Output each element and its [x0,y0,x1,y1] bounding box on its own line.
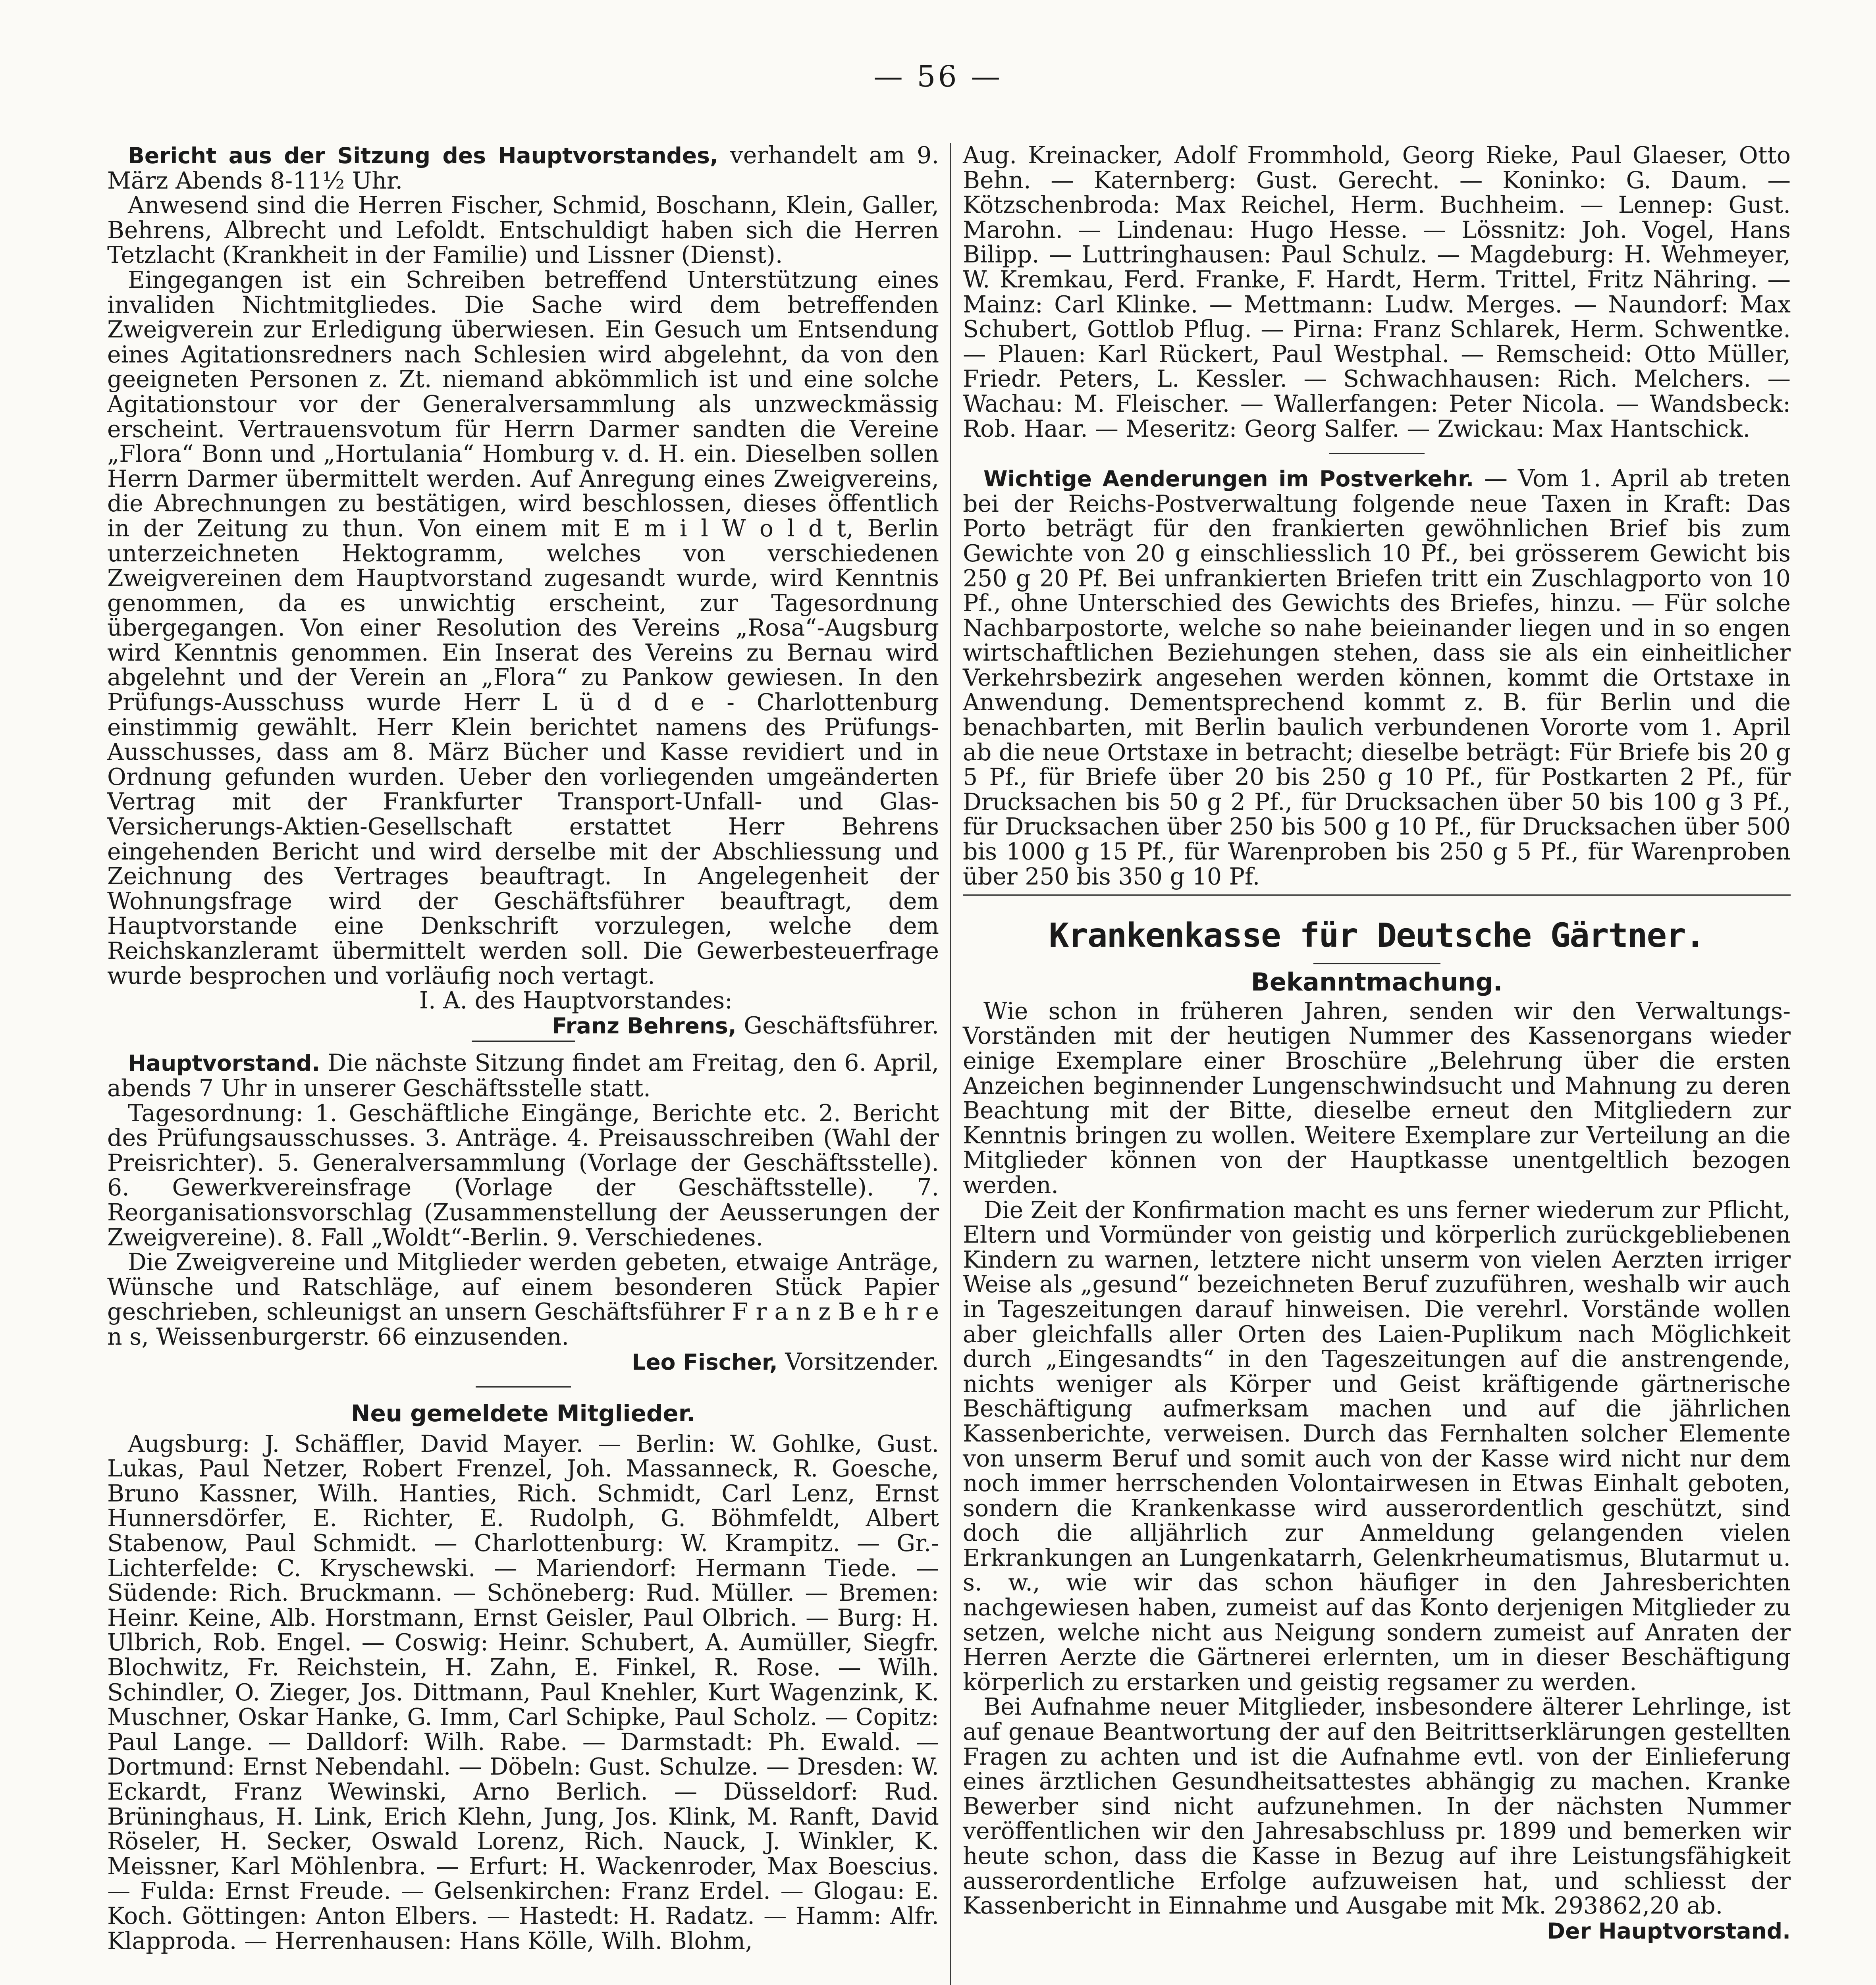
hauptvorstand-signer-name: Leo Fischer, [632,1349,778,1375]
bericht-paragraph-2: Anwesend sind die Herren Fischer, Schmid, Boschann, Klein, Galler, Behrens, Albrecht und Lefoldt. Entschuldigt haben sich die Herren Tetzlacht (Krankheit in der Familie) und Lissner (Dienst). [107,192,939,269]
bericht-signature-line-2 [107,1013,939,1039]
bericht-paragraph-3: Eingegangen ist ein Schreiben betreffend Unterstützung eines invaliden Nichtmitgliedes. Die Sache wird dem betreffenden Zweigverein zur Erledigung überwiesen. Ein Gesuch um Entsendung eines Agitationsredners nach Schlesien wird abgelehnt, da von den geeigneten Personen z. Zt. niemand abkömmlich ist und eine solche Agitationstour vor der Generalversammlung als unzweckmässig erscheint. Vertrauensvotum für Herrn Darmer sandten die Vereine „Flora“ Bonn und „Hortulania“ Homburg v. d. H. ein. Dieselben sollen Herrn Darmer übermittelt werden. Auf Anregung eines Zweigvereins, die Abrechnungen zu bestätigen, wird beschlossen, dieses öffentlich in der Zeitung zu thun. Von einem mit E m i l W o l d t, Berlin unterzeichneten Hektogramm, welches von verschiedenen Zweigvereinen dem Hauptvorstand zugesandt wurde, wird Kenntnis genommen, da es unwichtig erscheint, zur Tagesordnung übergegangen. Von einer Resolution des Vereins „Rosa“-Augsburg wird Kenntnis genommen. Ein Inserat des Vereins zu Bernau wird abgelehnt und der Verein an „Flora“ zu Pankow gewiesen. In den Prüfungs-Ausschuss wurde Herr L ü d d e - Charlottenburg einstimmig gewählt. Herr Klein berichtet namens des Prüfungs-Ausschusses, dass am 8. März Bücher und Kasse revidiert und in Ordnung gefunden wurden. Ueber den vorliegenden umgeänderten Vertrag mit der Frankfurter Transport-Unfall- und Glas-Versicherungs-Aktien-Gesellschaft erstattet Herr Behrens eingehenden Bericht und wird derselbe mit der Abschliessung und Zeichnung des Vertrages beauftragt. In Angelegenheit der Wohnungsfrage wird der Geschäftsführer beauftragt, dem Hauptvorstande eine Denkschrift vorzulegen, welche dem Reichskanzleramt übermittelt werden soll. Die Gewerbesteuerfrage wurde besprochen und vorläufig noch vertagt. [107,266,939,989]
hauptvorstand-heading: Hauptvorstand. [128,1050,320,1076]
section-divider [963,894,1791,896]
page-number: — 56 — [873,60,1003,94]
hauptvorstand-signer-role: Vorsitzender. [785,1348,939,1375]
neu-mitglieder-heading: Neu gemeldete Mitglieder. [351,1400,696,1427]
postverkehr-text: — Vom 1. April ab treten bei der Reichs-Postverwaltung folgende neue Taxen in Kraft: Das Porto beträgt für den frankierten gewöhnlichen Brief bis zum Gewichte von 20 g einschliesslich 10 Pf., bei grösserem Gewicht bis 250 g 20 Pf. Bei unfrankierten Briefen tritt ein Zuschlagporto von 10 Pf., ohne Unterschied des Gewichts des Briefes, hinzu. — Für solche Nachbarpostorte, welche so nahe beieinander liegen und in so engen wirtschaftlichen Beziehungen stehen, dass sie als ein einheitlicher Verkehrsbezirk angesehen werden können, kommt die Ortstaxe in Anwendung. Dementsprechend kommt z. B. für Berlin und die benachbarten, mit Berlin baulich verbundenen Vororte vom 1. April ab die neue Ortstaxe in betracht; dieselbe beträgt: Für Briefe bis 20 g 5 Pf., für Briefe über 20 bis 250 g 10 Pf., für Postkarten 2 Pf., für Drucksachen bis 50 g 2 Pf., für Drucksachen über 50 bis 100 g 3 Pf., für Drucksachen über 250 bis 500 g 10 Pf., für Drucksachen über 500 bis 1000 g 15 Pf., für Warenproben bis 250 g 5 Pf., für Warenproben über 250 bis 350 g 10 Pf. [963,465,1791,890]
krankenkasse-paragraph-3: Bei Aufnahme neuer Mitglieder, insbesondere älterer Lehrlinge, ist auf genaue Beantwortung der auf den Beitrittserklärungen gestellten Fragen zu achten und ist die Aufnahme evtl. von der Einlieferung eines ärztlichen Gesundheitsattestes abhängig zu machen. Kranke Bewerber sind nicht aufzunehmen. In der nächsten Nummer veröffentlichen wir den Jahresabschluss pr. 1899 und bemerken wir heute schon, dass die Kasse in Bezug auf ihre Leistungsfähigkeit ausserordentliche Erfolge aufzuweisen hat, und schliesst der Kassenbericht in Einnahme und Ausgabe mit Mk. 293862,20 ab. [963,1693,1791,1919]
krankenkasse-paragraph-2: Die Zeit der Konfirmation macht es uns ferner wiederum zur Pflicht, Eltern und Vormünder von geistig und körperlich zurückgebliebenen Kindern zu warnen, letztere nicht unserm von vielen Aerzten irriger Weise als „gesund“ bezeichneten Beruf zuzuführen, weshalb wir auch in Tageszeitungen darauf hinweisen. Die verehrl. Vorstände wollen aber gleichfalls aller Orten des Laien-Puplikum nach Möglichkeit durch „Eingesandts“ in den Tageszeitungen auf die anstrengende, nichts weniger als Körper und Geist kräftigende gärtnerische Beschäftigung aufmerksam machen und auf die jährlichen Kassenberichte, verweisen. Durch das Fernhalten solcher Elemente von unserm Beruf und somit auch von der Kasse wird nicht nur dem noch immer herrschenden Volontairwesen in Etwas Einhalt geboten, sondern die Krankenkasse wird ausserordentlich geschützt, sind doch die alljährlich zur Anmeldung gelangenden vielen Erkrankungen an Lungenkatarrh, Gelenkrheumatismus, Blutarmut u. s. w., wie wir das schon häufiger in den Jahresberichten nachgewiesen haben, zumeist auf das Konto derjenigen Mitglieder zu setzen, welche nicht aus Neigung sondern zumeist auf Anraten der Herren Aerzte die Gärtnerei erlernten, um in dieser Beschäftigung körperlich zu erstarken und geistig regsamer zu werden. [963,1196,1791,1696]
bericht-signer-role: Geschäftsführer. [744,1012,939,1039]
postverkehr-paragraph [963,466,1791,889]
bericht-signer-name: Franz Behrens, [552,1013,737,1039]
krankenkasse-signature [963,1918,1791,1944]
bericht-signature-line-1: I. A. des Hauptvorstandes: [419,987,733,1014]
right-column [963,143,1791,1943]
hauptvorstand-intro: Die nächste Sitzung findet am Freitag, den 6. April, abends 7 Uhr in unserer Geschäftsstelle statt. [107,1049,939,1102]
hauptvorstand-signature [107,1349,939,1375]
column-divider [950,143,951,1985]
bericht-paragraph-1 [107,143,939,193]
krankenkasse-paragraph-1: Wie schon in früheren Jahren, senden wir den Verwaltungs-Vorständen mit der heutigen Nummer des Kassenorgans wieder einige Exemplare einer Broschüre „Belehrung über die ersten Anzeichen beginnender Lungenschwindsucht und Mahnung zu deren Beachtung mit der Bitte, dieselbe erneut den Mitgliedern zur Kenntnis bringen zu wollen. Weitere Exemplare zur Verteilung an die Mitglieder können von der Hauptkasse unentgeltlich bezogen werden. [963,997,1791,1199]
bericht-intro: verhandelt am 9. März Abends 8-11½ Uhr. [107,142,939,194]
krankenkasse-signer: Der Hauptvorstand. [1547,1918,1791,1944]
heading-rule [1313,963,1440,964]
left-column [107,143,939,1953]
bericht-heading: Bericht aus der Sitzung des Hauptvorstandes, [128,143,718,168]
neu-mitglieder-list-continued: Aug. Kreinacker, Adolf Frommhold, Georg Rieke, Paul Glaeser, Otto Behn. — Katernberg: Gust. Gerecht. — Koninko: G. Daum. — Kötzschenbroda: Max Reichel, Herm. Buchheim. — Lennep: Gust. Marohn. — Lindenau: Hugo Hesse. — Lössnitz: Joh. Vogel, Hans Bilipp. — Luttringhausen: Paul Schulz. — Magdeburg: H. Wehmeyer, W. Kremkau, Ferd. Franke, F. Hardt, Herm. Trittel, Fritz Nähring. — Mainz: Carl Klinke. — Mettmann: Ludw. Merges. — Naundorf: Max Schubert, Gottlob Pflug. — Pirna: Franz Schlarek, Herm. Schwentke. — Plauen: Karl Rückert, Paul Westphal. — Remscheid: Otto Müller, Friedr. Peters, L. Kessler. — Schwachhausen: Rich. Melchers. — Wachau: M. Fleischer. — Wallerfangen: Peter Nicola. — Wandsbeck: Rob. Haar. — Meseritz: Georg Salfer. — Zwickau: Max Hantschick. [963,142,1791,442]
krankenkasse-heading: Krankenkasse für Deutsche Gärtner. [1049,916,1705,955]
bekanntmachung-subheading: Bekanntmachung. [1251,967,1503,997]
hauptvorstand-paragraph-1 [107,1050,939,1100]
hauptvorstand-agenda: Tagesordnung: 1. Geschäftliche Eingänge, Berichte etc. 2. Bericht des Prüfungsausschusses. 3. Anträge. 4. Preisausschreiben (Wahl der Preisrichter). 5. Generalversammlung (Vorlage der Geschäftsstelle). 6. Gewerkvereinsfrage (Vorlage der Geschäftsstelle). 7. Reorganisationsvorschlag (Zusammenstellung der Aeusserungen der Zweigvereine). 8. Fall „Woldt“-Berlin. 9. Verschiedenes. [107,1099,939,1251]
postverkehr-heading: Wichtige Aenderungen im Postverkehr. [983,466,1474,492]
neu-mitglieder-list: Augsburg: J. Schäffler, David Mayer. — Berlin: W. Gohlke, Gust. Lukas, Paul Netzer, Robert Frenzel, Joh. Massanneck, R. Goesche, Bruno Kassner, Wilh. Hanties, Rich. Schmidt, Carl Lenz, Ernst Hunnersdörfer, E. Richter, E. Rudolph, G. Böhmfeldt, Albert Stabenow, Paul Schmidt. — Charlottenburg: W. Krampitz. — Gr.-Lichterfelde: C. Kryschewski. — Mariendorf: Hermann Tiede. — Südende: Rich. Bruckmann. — Schöneberg: Rud. Müller. — Bremen: Heinr. Keine, Alb. Horstmann, Ernst Geisler, Paul Olbrich. — Burg: H. Ulbrich, Rob. Engel. — Coswig: Heinr. Schubert, A. Aumüller, Siegfr. Blochwitz, Fr. Reichstein, H. Zahn, E. Finkel, R. Rose. — Wilh. Schindler, O. Zieger, Jos. Dittmann, Paul Knehler, Kurt Wagenzink, K. Muschner, Oskar Hanke, G. Imm, Carl Schipke, Paul Scholz. — Copitz: Paul Lange. — Dalldorf: Wilh. Rabe. — Darmstadt: Ph. Ewald. — Dortmund: Ernst Nebendahl. — Döbeln: Gust. Schulze. — Dresden: W. Eckardt, Franz Wewinski, Arno Berlich. — Düsseldorf: Rud. Brüninghaus, H. Link, Erich Klehn, Jung, Jos. Klink, M. Ranft, David Röseler, H. Secker, Oswald Lorenz, Rich. Nauck, J. Winkler, K. Meissner, Karl Möhlenbra. — Erfurt: H. Wackenroder, Max Boescius. — Fulda: Ernst Freude. — Gelsenkirchen: Franz Erdel. — Glogau: E. Koch. Göttingen: Anton Elbers. — Hastedt: H. Radatz. — Hamm: Alfr. Klapproda. — Herrenhausen: Hans Kölle, Wilh. Blohm, [107,1430,939,1954]
section-divider [476,1386,571,1388]
section-divider [472,1041,575,1042]
hauptvorstand-paragraph-3: Die Zweigvereine und Mitglieder werden gebeten, etwaige Anträge, Wünsche und Ratschläge, auf einem besonderen Stück Papier geschrieben, schleunigst an unsern Geschäftsführer F r a n z B e h r e n s, Weissenburgerstr. 66 einzusenden. [107,1249,939,1350]
section-divider [1329,453,1425,454]
